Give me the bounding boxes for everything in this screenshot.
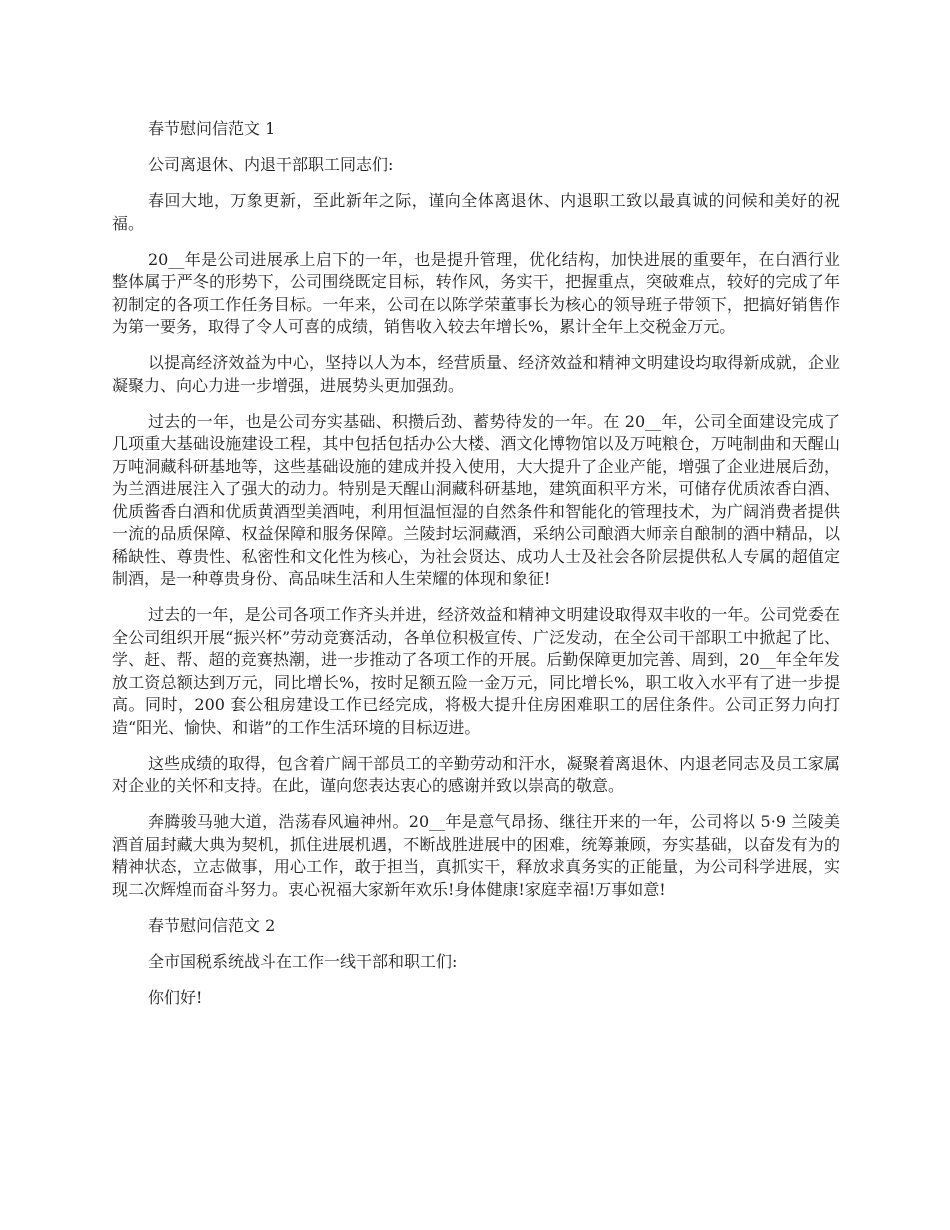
body-paragraph: 以提高经济效益为中心，坚持以人为本，经营质量、经济效益和精神文明建设均取得新成就，企业凝聚力、向心力进一步增强，进展势头更加强劲。: [112, 353, 840, 395]
salutation-1: 公司离退休、内退干部职工同志们:: [148, 155, 394, 174]
salutation-2: 全市国税系统战斗在工作一线干部和职工们:: [148, 951, 458, 971]
body-paragraph: 春回大地，万象更新，至此新年之际，谨向全体离退休、内退职工致以最真诚的问候和美好的祝福。: [112, 191, 840, 233]
body-paragraph: 过去的一年，是公司各项工作齐头并进，经济效益和精神文明建设取得双丰收的一年。公司党委在全公司组织开展“振兴杯”劳动竞赛活动，各单位积极宣传、广泛发动，在全公司干部职工中掀起了比、学、赶、帮、超的竞赛热潮，进一步推动了各项工作的开展。后勤保障更加完善、周到，20__年全年发放工资总额达到万元，同比增长%，按时足额五险一金万元，同比增长%，职工收入水平有了进一步提高。同时，200 套公租房建设工作已经完成，将极大提升住房困难职工的居住条件。公司正努力向打造“阳光、愉快、和谐”的工作生活环境的目标迈进。: [112, 605, 840, 737]
body-paragraph: 过去的一年，也是公司夯实基础、积攒后劲、蓄势待发的一年。在 20__年，公司全面建设完成了几项重大基础设施建设工程，其中包括包括办公大楼、酒文化博物馆以及万吨粮仓，万吨制曲和天醒山万吨洞藏科研基地等，这些基础设施的建成并投入使用，大大提升了企业产能，增强了企业进展后劲，为兰酒进展注入了强大的动力。特别是天醒山洞藏科研基地，建筑面积平方米，可储存优质浓香白酒、优质酱香白酒和优质黄酒型美酒吨，利用恒温恒湿的自然条件和智能化的管理技术，为广阔消费者提供一流的品质保障、权益保障和服务保障。兰陵封坛洞藏酒，采纳公司酿酒大师亲自酿制的酒中精品，以稀缺性、尊贵性、私密性和文化性为核心，为社会贤达、成功人士及社会各阶层提供私人专属的超值定制酒，是一种尊贵身份、高品味生活和人生荣耀的体现和象征!: [112, 411, 840, 588]
body-paragraph: 这些成绩的取得，包含着广阔干部员工的辛勤劳动和汗水，凝聚着离退休、内退老同志及员工家属对企业的关怀和支持。在此，谨向您表达衷心的感谢并致以崇高的敬意。: [112, 753, 840, 795]
body-paragraph: 奔腾骏马驰大道，浩荡春风遍神州。20__年是意气昂扬、继往开来的一年，公司将以 5·9 兰陵美酒首届封藏大典为契机，抓住进展机遇，不断战胜进展中的困难，统筹兼顾，夯实基础，以奋发有为的精神状态，立志做事，用心工作，敢于担当，真抓实干，释放求真务实的正能量，为公司科学进展，实现二次辉煌而奋斗努力。衷心祝福大家新年欢乐!身体健康!家庭幸福!万事如意!: [112, 812, 840, 899]
greeting: 你们好!: [148, 987, 203, 1007]
document-page: [112, 118, 840, 1023]
section-title-1: 春节慰问信范文 1: [148, 119, 276, 138]
body-paragraph: 20__年是公司进展承上启下的一年，也是提升管理，优化结构，加快进展的重要年，在白酒行业整体属于严冬的形势下，公司围绕既定目标，转作风，务实干，把握重点，突破难点，较好的完成了年初制定的各项工作任务目标。一年来，公司在以陈学荣董事长为核心的领导班子带领下，把搞好销售作为第一要务，取得了令人可喜的成绩，销售收入较去年增长%，累计全年上交税金万元。: [112, 249, 840, 336]
section-title-2: 春节慰问信范文 2: [148, 915, 276, 935]
